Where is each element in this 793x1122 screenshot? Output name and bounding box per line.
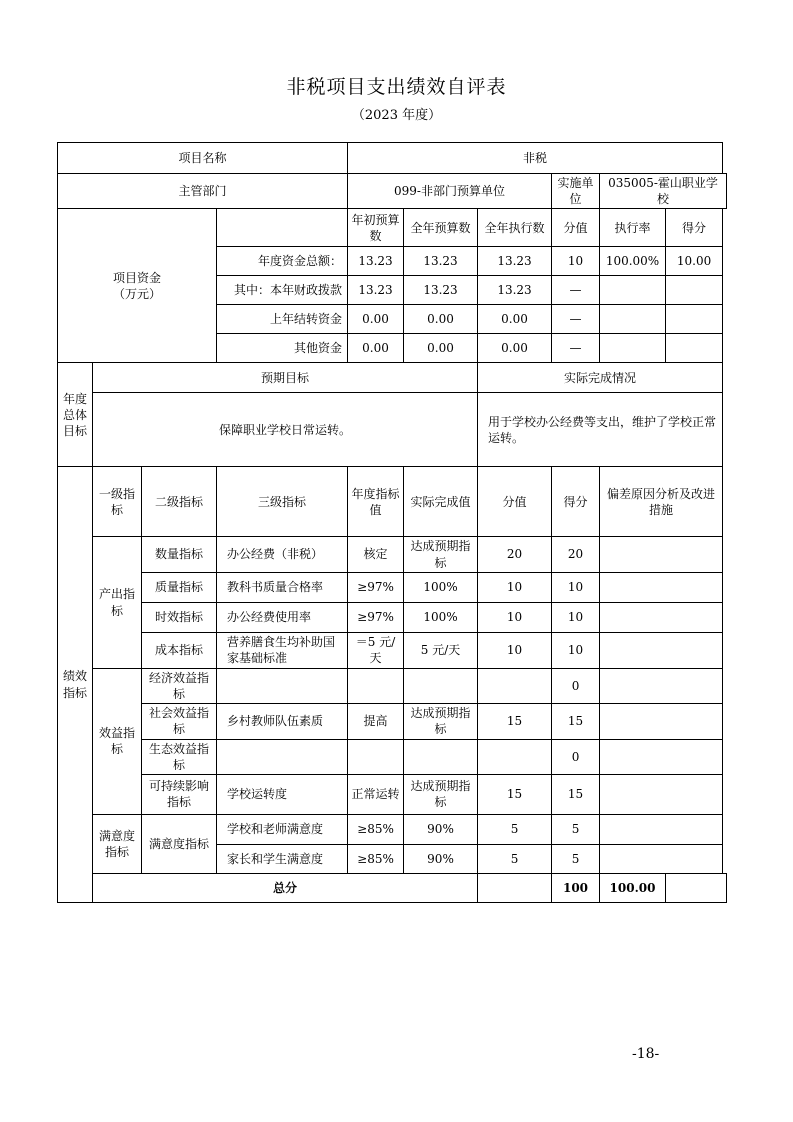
indicator-score: 0 bbox=[552, 668, 600, 703]
funds-row-initial: 0.00 bbox=[348, 305, 404, 334]
funds-row-initial: 13.23 bbox=[348, 276, 404, 305]
indicator-score-value bbox=[478, 739, 552, 774]
document-subtitle: （2023 年度） bbox=[351, 108, 442, 123]
funds-row-rate bbox=[600, 334, 666, 363]
indicator-actual: 达成预期指标 bbox=[404, 774, 478, 814]
header-level1: 一级指标 bbox=[93, 467, 142, 537]
indicator-target: 正常运转 bbox=[348, 774, 404, 814]
indicator-level3 bbox=[217, 668, 348, 703]
indicator-level3: 家长和学生满意度 bbox=[217, 844, 348, 873]
funds-row-rate: 100.00% bbox=[600, 247, 666, 276]
funds-label-line2: （万元） bbox=[112, 286, 161, 301]
project-name-label: 项目名称 bbox=[58, 143, 348, 174]
indicator-deviation bbox=[600, 844, 723, 873]
funds-row-score bbox=[666, 276, 723, 305]
indicator-level3 bbox=[217, 739, 348, 774]
indicator-actual: 90% bbox=[404, 844, 478, 873]
indicator-level3: 办公经费（非税） bbox=[217, 537, 348, 572]
header-level3: 三级指标 bbox=[217, 467, 348, 537]
total-score: 100.00 bbox=[600, 873, 666, 902]
output-label: 产出指标 bbox=[93, 537, 142, 668]
indicator-target: ＝5 元/天 bbox=[348, 632, 404, 668]
funds-row-annual: 0.00 bbox=[404, 334, 478, 363]
indicator-level2: 质量指标 bbox=[142, 572, 217, 602]
indicator-deviation bbox=[600, 814, 723, 844]
indicator-actual: 90% bbox=[404, 814, 478, 844]
indicator-row bbox=[58, 602, 727, 632]
funds-header-executed: 全年执行数 bbox=[478, 209, 552, 247]
funds-row-initial: 0.00 bbox=[348, 334, 404, 363]
indicator-level3: 办公经费使用率 bbox=[217, 602, 348, 632]
total-score-value: 100 bbox=[552, 873, 600, 902]
funds-row-label: 上年结转资金 bbox=[217, 305, 348, 334]
indicator-score: 20 bbox=[552, 537, 600, 572]
indicator-score-value: 15 bbox=[478, 704, 552, 739]
indicator-score-value: 5 bbox=[478, 844, 552, 873]
indicator-deviation bbox=[600, 632, 723, 668]
funds-row-score bbox=[666, 334, 723, 363]
funds-header-annual: 全年预算数 bbox=[404, 209, 478, 247]
indicator-deviation bbox=[600, 739, 723, 774]
goal-label: 年度总体目标 bbox=[58, 363, 93, 467]
funds-row-annual: 0.00 bbox=[404, 305, 478, 334]
dept-label: 主管部门 bbox=[58, 174, 348, 209]
indicator-row bbox=[58, 632, 727, 668]
indicator-deviation bbox=[600, 774, 723, 814]
funds-row-executed: 0.00 bbox=[478, 305, 552, 334]
indicator-target: ≥85% bbox=[348, 844, 404, 873]
funds-label bbox=[58, 209, 217, 363]
funds-row-annual: 13.23 bbox=[404, 247, 478, 276]
funds-header-score-value: 分值 bbox=[552, 209, 600, 247]
goal-expected-header: 预期目标 bbox=[93, 363, 478, 393]
header-deviation: 偏差原因分析及改进措施 bbox=[600, 467, 723, 537]
indicator-actual: 100% bbox=[404, 602, 478, 632]
indicator-level2: 成本指标 bbox=[142, 632, 217, 668]
indicator-level3: 学校运转度 bbox=[217, 774, 348, 814]
indicator-row bbox=[58, 704, 727, 739]
funds-row-score-value: 10 bbox=[552, 247, 600, 276]
indicator-score: 10 bbox=[552, 632, 600, 668]
impl-label: 实施单位 bbox=[552, 174, 600, 209]
indicator-score-value: 20 bbox=[478, 537, 552, 572]
goal-content-row bbox=[58, 393, 727, 467]
indicator-level3: 学校和老师满意度 bbox=[217, 814, 348, 844]
indicator-level2: 数量指标 bbox=[142, 537, 217, 572]
total-actual bbox=[478, 873, 552, 902]
project-name-value: 非税 bbox=[348, 143, 723, 174]
funds-row-rate bbox=[600, 305, 666, 334]
department-row bbox=[58, 174, 727, 209]
indicator-actual bbox=[404, 739, 478, 774]
indicator-score-value: 10 bbox=[478, 632, 552, 668]
indicator-target: 核定 bbox=[348, 537, 404, 572]
indicator-row bbox=[58, 739, 727, 774]
indicator-deviation bbox=[600, 704, 723, 739]
indicator-actual bbox=[404, 668, 478, 703]
indicator-level3: 乡村教师队伍素质 bbox=[217, 704, 348, 739]
funds-row-label: 其他资金 bbox=[217, 334, 348, 363]
indicator-level2: 社会效益指标 bbox=[142, 704, 217, 739]
indicator-level2: 生态效益指标 bbox=[142, 739, 217, 774]
goal-actual-header: 实际完成情况 bbox=[478, 363, 723, 393]
goal-actual-text: 用于学校办公经费等支出，维护了学校正常运转。 bbox=[478, 393, 723, 467]
indicator-score-value: 10 bbox=[478, 572, 552, 602]
indicator-score-value bbox=[478, 668, 552, 703]
indicator-row bbox=[58, 668, 727, 703]
funds-row-label: 年度资金总额： bbox=[217, 247, 348, 276]
page-number: -18- bbox=[632, 1046, 660, 1062]
goal-header-row bbox=[58, 363, 727, 393]
funds-header-rate: 执行率 bbox=[600, 209, 666, 247]
funds-row-score bbox=[666, 305, 723, 334]
funds-row-score-value: — bbox=[552, 334, 600, 363]
total-deviation bbox=[666, 873, 727, 902]
indicator-level2: 经济效益指标 bbox=[142, 668, 217, 703]
indicator-level3: 营养膳食生均补助国家基础标准 bbox=[217, 632, 348, 668]
indicator-score: 5 bbox=[552, 814, 600, 844]
funds-header-row bbox=[58, 209, 727, 247]
indicator-row bbox=[58, 537, 727, 572]
header-score: 得分 bbox=[552, 467, 600, 537]
indicators-label: 绩效指标 bbox=[58, 467, 93, 903]
total-row bbox=[58, 873, 727, 902]
funds-row-score-value: — bbox=[552, 276, 600, 305]
header-target: 年度指标值 bbox=[348, 467, 404, 537]
indicator-actual: 5 元/天 bbox=[404, 632, 478, 668]
satisfaction-label: 满意度指标 bbox=[93, 814, 142, 873]
funds-row-executed: 13.23 bbox=[478, 276, 552, 305]
funds-row-executed: 0.00 bbox=[478, 334, 552, 363]
indicator-target bbox=[348, 739, 404, 774]
indicator-actual: 100% bbox=[404, 572, 478, 602]
performance-table-body bbox=[57, 142, 727, 903]
funds-header-blank bbox=[217, 209, 348, 247]
indicator-deviation bbox=[600, 572, 723, 602]
indicator-actual: 达成预期指标 bbox=[404, 704, 478, 739]
funds-row-rate bbox=[600, 276, 666, 305]
indicator-target: 提高 bbox=[348, 704, 404, 739]
total-label: 总分 bbox=[93, 873, 478, 902]
header-actual: 实际完成值 bbox=[404, 467, 478, 537]
funds-row-annual: 13.23 bbox=[404, 276, 478, 305]
indicator-level3: 教科书质量合格率 bbox=[217, 572, 348, 602]
indicator-target: ≥97% bbox=[348, 602, 404, 632]
dept-value: 099-非部门预算单位 bbox=[348, 174, 552, 209]
indicator-level2: 时效指标 bbox=[142, 602, 217, 632]
impl-value: 035005-霍山职业学校 bbox=[600, 174, 727, 209]
indicator-score: 10 bbox=[552, 572, 600, 602]
indicator-score: 0 bbox=[552, 739, 600, 774]
indicator-score-value: 5 bbox=[478, 814, 552, 844]
funds-row-score: 10.00 bbox=[666, 247, 723, 276]
indicator-score: 10 bbox=[552, 602, 600, 632]
funds-row-initial: 13.23 bbox=[348, 247, 404, 276]
indicator-score-value: 15 bbox=[478, 774, 552, 814]
header-score-value: 分值 bbox=[478, 467, 552, 537]
indicator-deviation bbox=[600, 537, 723, 572]
satisfaction-level2: 满意度指标 bbox=[142, 814, 217, 873]
indicator-deviation bbox=[600, 602, 723, 632]
indicator-deviation bbox=[600, 668, 723, 703]
funds-header-initial: 年初预算数 bbox=[348, 209, 404, 247]
indicator-level2: 可持续影响指标 bbox=[142, 774, 217, 814]
funds-label-line1: 项目资金 bbox=[112, 270, 161, 285]
funds-row-label: 其中：本年财政拨款 bbox=[217, 276, 348, 305]
funds-row-executed: 13.23 bbox=[478, 247, 552, 276]
indicator-row bbox=[58, 572, 727, 602]
funds-header-score: 得分 bbox=[666, 209, 723, 247]
document-title: 非税项目支出绩效自评表 bbox=[286, 76, 507, 98]
project-name-row bbox=[58, 143, 727, 174]
indicator-actual: 达成预期指标 bbox=[404, 537, 478, 572]
indicator-score: 15 bbox=[552, 774, 600, 814]
indicator-target: ≥97% bbox=[348, 572, 404, 602]
funds-row-score-value: — bbox=[552, 305, 600, 334]
indicators-header-row bbox=[58, 467, 727, 537]
indicator-score: 5 bbox=[552, 844, 600, 873]
benefit-label: 效益指标 bbox=[93, 668, 142, 814]
indicator-target: ≥85% bbox=[348, 814, 404, 844]
indicator-row bbox=[58, 774, 727, 814]
indicator-row bbox=[58, 814, 727, 844]
header-level2: 二级指标 bbox=[142, 467, 217, 537]
goal-expected-text: 保障职业学校日常运转。 bbox=[93, 393, 478, 467]
indicator-score: 15 bbox=[552, 704, 600, 739]
indicator-score-value: 10 bbox=[478, 602, 552, 632]
indicator-target bbox=[348, 668, 404, 703]
